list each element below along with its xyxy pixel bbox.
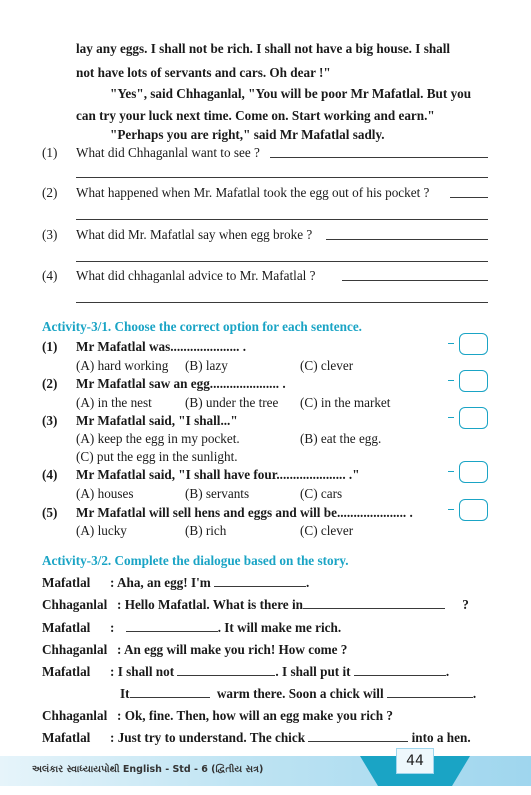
question-number: (3) (42, 227, 58, 242)
mcq-number: (1) (42, 339, 58, 354)
mcq-option: (B) under the tree (185, 395, 279, 410)
page-number: 44 (396, 748, 434, 774)
question-text: What happened when Mr. Mafatlal took the egg out of his pocket ? (76, 185, 430, 200)
dialogue-line: : I shall not . I shall put it . (110, 664, 450, 679)
answer-line[interactable] (270, 157, 488, 158)
mcq-number: (5) (42, 505, 58, 520)
question-text: What did chhaganlal advice to Mr. Mafatlal ? (76, 268, 316, 283)
footer-book-title: અલંકાર સ્વાધ્યાયપોથી English - Std - 6 (દ્વિતીય સત્ર) (32, 764, 264, 775)
mcq-question: Mr Mafatlal will sell hens and eggs and will be..................... . (76, 505, 413, 520)
story-line-5: "Perhaps you are right," said Mr Mafatlal sadly. (110, 127, 385, 142)
answer-dash (448, 471, 454, 472)
answer-line[interactable] (76, 261, 488, 262)
dialogue-line: : Aha, an egg! I'm . (110, 575, 310, 590)
mcq-number: (4) (42, 467, 58, 482)
mcq-option: (C) clever (300, 523, 354, 538)
answer-dash (448, 343, 454, 344)
story-line-2: not have lots of servants and cars. Oh dear !" (76, 65, 331, 80)
speaker-name: Mafatlal (42, 575, 91, 590)
question-text: What did Chhaganlal want to see ? (76, 145, 260, 160)
story-line-3: "Yes", said Chhaganlal, "You will be poor Mr Mafatlal. But you (110, 86, 472, 101)
speaker-name: Mafatlal (42, 620, 91, 635)
mcq-option: (A) in the nest (76, 395, 152, 410)
dialogue-line: : Just try to understand. The chick into a hen. (110, 730, 471, 745)
speaker-name: Mafatlal (42, 730, 91, 745)
activity-1-title: Activity-3/1. Choose the correct option for each sentence. (42, 319, 362, 334)
dialogue-line: It warm there. Soon a chick will . (120, 686, 477, 701)
mcq-question: Mr Mafatlal saw an egg..................... . (76, 376, 286, 391)
answer-line[interactable] (76, 177, 488, 178)
blank-field[interactable] (177, 665, 275, 676)
story-line-4: can try your luck next time. Come on. Start working and earn." (76, 108, 435, 123)
answer-box[interactable] (459, 407, 488, 429)
mcq-option: (B) rich (185, 523, 227, 538)
blank-field[interactable] (308, 731, 408, 742)
blank-field[interactable] (303, 598, 445, 609)
mcq-option: (C) clever (300, 358, 354, 373)
mcq-option: (A) houses (76, 486, 134, 501)
question-number: (4) (42, 268, 58, 283)
mcq-option: (C) cars (300, 486, 343, 501)
speaker-name: Chhaganlal (42, 642, 108, 657)
answer-line[interactable] (326, 239, 488, 240)
answer-dash (448, 509, 454, 510)
blank-field[interactable] (130, 687, 210, 698)
speaker-name: Mafatlal (42, 664, 91, 679)
answer-line[interactable] (76, 302, 488, 303)
mcq-option: (B) servants (185, 486, 250, 501)
mcq-number: (2) (42, 376, 58, 391)
answer-box[interactable] (459, 461, 488, 483)
answer-box[interactable] (459, 333, 488, 355)
answer-dash (448, 417, 454, 418)
mcq-option: (C) put the egg in the sunlight. (76, 449, 238, 464)
mcq-option: (A) keep the egg in my pocket. (76, 431, 240, 446)
mcq-option: (A) lucky (76, 523, 127, 538)
activity-2-title: Activity-3/2. Complete the dialogue based on the story. (42, 553, 349, 568)
mcq-option: (C) in the market (300, 395, 391, 410)
answer-line[interactable] (450, 197, 488, 198)
answer-box[interactable] (459, 499, 488, 521)
blank-field[interactable] (387, 687, 473, 698)
mcq-question: Mr Mafatlal said, "I shall..." (76, 413, 238, 428)
speaker-name: Chhaganlal (42, 597, 108, 612)
mcq-question: Mr Mafatlal was..................... . (76, 339, 247, 354)
dialogue-line: : Hello Mafatlal. What is there in ? (117, 597, 469, 612)
blank-field[interactable] (354, 665, 446, 676)
question-text: What did Mr. Mafatlal say when egg broke ? (76, 227, 313, 242)
dialogue-line: : An egg will make you rich! How come ? (117, 642, 348, 657)
mcq-option: (B) lazy (185, 358, 228, 373)
question-number: (1) (42, 145, 58, 160)
blank-field[interactable] (214, 576, 306, 587)
answer-line[interactable] (76, 219, 488, 220)
speaker-name: Chhaganlal (42, 708, 108, 723)
blank-field[interactable] (126, 621, 218, 632)
mcq-number: (3) (42, 413, 58, 428)
dialogue-line: : . It will make me rich. (110, 620, 342, 635)
mcq-question: Mr Mafatlal said, "I shall have four..................... ." (76, 467, 360, 482)
dialogue-line: : Ok, fine. Then, how will an egg make you rich ? (117, 708, 393, 723)
story-line-1: lay any eggs. I shall not be rich. I shall not have a big house. I shall (76, 41, 451, 56)
answer-dash (448, 380, 454, 381)
answer-line[interactable] (342, 280, 488, 281)
mcq-option: (B) eat the egg. (300, 431, 382, 446)
question-number: (2) (42, 185, 58, 200)
answer-box[interactable] (459, 370, 488, 392)
mcq-option: (A) hard working (76, 358, 169, 373)
